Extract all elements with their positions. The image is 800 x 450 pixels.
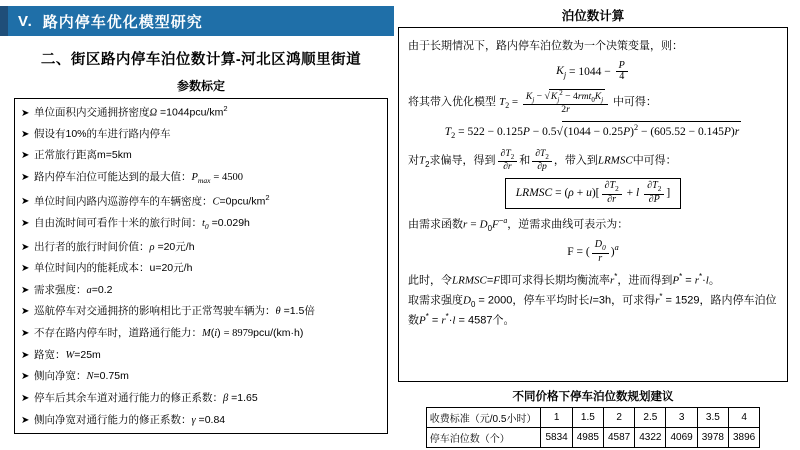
bullet-arrow-icon: ➤ [21,371,30,383]
list-item [21,194,379,209]
list-item [21,327,379,340]
header-title-box [8,6,394,36]
table-cell: 4069 [666,428,697,448]
derivation-line-5: 此时，令LRMSC=F即可求得长期均衡流率r*，进而得到P* = r*·l。 [408,271,720,287]
list-item [21,217,379,232]
list-item [21,349,379,362]
table-cell: 1 [541,408,572,428]
derivation-line-4: 由需求函数$r = D_0F^{-a}$，逆需求曲线可表示为： [408,215,629,233]
list-item [21,241,379,254]
equation-f: F = ( $\frac{D_0}{r}$ )$^a$ [567,239,619,265]
list-item [21,370,379,383]
equation-kj: $K_j = 1044$ − $\frac{P}{4}$ [408,61,778,83]
table-cell: 4322 [635,428,666,448]
table-cell: 5834 [541,428,572,448]
bullet-arrow-icon: ➤ [21,196,30,208]
bullet-arrow-icon: ➤ [21,263,30,275]
list-item [21,128,379,141]
list-item-label: 正常旅行距离m=5km [34,149,132,162]
list-item-label: 侧向净宽对通行能力的修正系数：γ =0.84 [34,413,226,426]
derivation-line-1: 由于长期情况下，路内停车泊位数为一个决策变量，则： [408,40,683,52]
bullet-arrow-icon: ➤ [21,393,30,405]
list-item [21,262,379,275]
table-cell: 1.5 [572,408,603,428]
bullet-arrow-icon: ➤ [21,171,30,183]
bullet-arrow-icon: ➤ [21,129,30,141]
right-column [398,6,788,448]
berth-calculation-title: 泊位数计算 [561,9,625,23]
price-table-title: 不同价格下停车泊位数规划建议 [512,391,674,403]
table-row [426,408,759,428]
table-row-header: 停车泊位数（个） [426,428,541,448]
list-item [21,284,379,297]
bullet-arrow-icon: ➤ [21,150,30,162]
list-item-label: 出行者的旅行时间价值：ρ =20元/h [34,240,195,253]
left-column [14,42,388,434]
bullet-arrow-icon: ➤ [21,107,30,119]
table-cell: 3.5 [697,408,728,428]
equation-t2: $T_2 = 522 - 0.125P - 0.5√(1044 - 0.25P)^2 - (605.52 - 0.145P)r$ [444,123,740,141]
equation-lrmsc: LRMSC = (ρ + u)[ $\frac{\partial T_2}{\partial r}$ + l $\frac{\partial T_2}{\partial P}$ ] [505,178,681,208]
list-item-label: 自由流时间可看作十米的旅行时间：$t_0 =0.029h$ [34,217,250,232]
derivation-line-6: 取需求强度$D_0 = 2000$，停车平均时长l=3h，可求得r* = 1529，路内停车泊位数P* = r*·l = 4587个。 [408,291,777,327]
list-item [21,305,379,318]
list-item-label: 单位时间内路内巡游停车的车辆密度：$C=0pcu/km^2$ [34,192,270,208]
bullet-arrow-icon: ➤ [21,218,30,230]
list-item-label: 单位时间内的能耗成本：u=20元/h [34,262,193,275]
table-cell: 4985 [572,428,603,448]
header-number: V. [18,12,33,30]
equation-lrmsc-wrapper [408,178,778,208]
list-item-label: 单位面积内交通拥挤密度$\Omega =1044pcu/km^2$ [34,104,228,119]
list-item-label: 路内停车泊位可能达到的最大值：$P_{max} = 4500$ [34,170,243,185]
parameter-list-box [14,98,388,434]
list-item [21,392,379,405]
bullet-arrow-icon: ➤ [21,349,30,361]
list-item [21,171,379,186]
table-cell: 3896 [728,428,759,448]
list-item-label: 侧向净宽：N=0.75m [34,370,129,383]
price-berth-table [426,407,760,448]
berth-calculation-box [398,27,788,382]
parameter-calibration-title: 参数标定 [176,79,225,93]
list-item [21,149,379,162]
header-title: 路内停车优化模型研究 [42,13,203,31]
table-row [426,428,759,448]
table-cell: 3978 [697,428,728,448]
derivation-line-3: 对$T_2$求偏导，得到 $\frac{\partial T_2}{\partial r}$ 和 $\frac{\partial T_2}{\partial p}$ ，带入到LRMSC中可得： [408,147,677,173]
table-cell: 4587 [603,428,634,448]
list-item-label: 路宽：W=25m [34,348,101,361]
bullet-arrow-icon: ➤ [21,327,30,339]
table-cell: 2 [603,408,634,428]
list-item-label: 需求强度：a=0.2 [34,283,113,296]
list-item-label: 巡航停车对交通拥挤的影响相比于正常驾驶车辆为：θ =1.5倍 [34,305,315,318]
list-item-label: 不存在路内停车时，道路通行能力：M(i) = 8979pcu/(km·h) [34,326,304,339]
table-cell: 3 [666,408,697,428]
list-item [21,105,379,120]
derivation-line-2: 将其带入优化模型 $T_2$ = $\frac{K_j - √K_j^2 - 4rmt_0K_j}{2r}$ 中可得： [408,88,657,116]
table-cell: 2.5 [635,408,666,428]
bullet-arrow-icon: ➤ [21,241,30,253]
header-accent-bar [0,6,8,36]
bullet-arrow-icon: ➤ [21,306,30,318]
table-cell: 4 [728,408,759,428]
list-item-label: 假设有10%的车进行路内停车 [34,128,171,141]
list-item-label: 停车后其余车道对通行能力的修正系数：β =1.65 [34,392,258,405]
bullet-arrow-icon: ➤ [21,284,30,296]
list-item [21,414,379,427]
bullet-arrow-icon: ➤ [21,414,30,426]
section-title: 二、街区路内停车泊位数计算-河北区鸿顺里街道 [40,52,362,68]
table-row-header: 收费标准（元/0.5小时） [426,408,541,428]
slide-header [0,6,394,36]
